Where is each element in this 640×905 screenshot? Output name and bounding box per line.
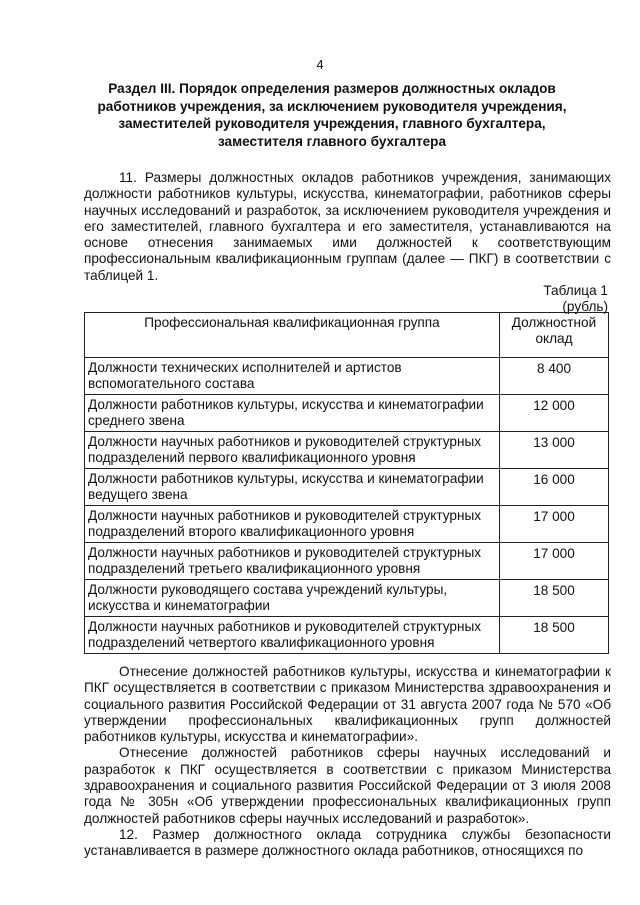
paragraph-science: Отнесение должностей работников сферы научных исследований и разработок к ПКГ осуществляется в соответствии с приказом Министерства здравоохранения и социального развития Российской Федерации от 3 июля 2008 года № 305н «Об утверждении профессиональных квалификационных групп должностей работников сферы научных исследований и разработок». [84,745,611,826]
row-group: Должности работников культуры, искусства и кинематографии ведущего звена [85,469,500,506]
table-header-row [85,313,609,358]
row-salary: 12 000 [500,395,609,432]
table-row [85,432,609,469]
row-salary: 18 500 [500,617,609,654]
paragraph-culture: Отнесение должностей работников культуры, искусства и кинематографии к ПКГ осуществляется в соответствии с приказом Министерства здравоохранения и социального развития Российской Федерации от 31 августа 2007 года № 570 «Об утверждении профессиональных квалификационных групп должностей работников культуры, искусства и кинематографии». [84,664,611,745]
row-salary: 8 400 [500,358,609,395]
row-salary: 13 000 [500,432,609,469]
table-row [85,469,609,506]
paragraph-11: 11. Размеры должностных окладов работников учреждения, занимающих должности работников культуры, искусства, кинематографии, работников сферы научных исследований и разработок, за исключением руководителя учреждения и его заместителей, главного бухгалтера и его заместителя, устанавливаются на основе отнесения занимаемых ими должностей к соответствующим профессиональным квалификационным группам (далее — ПКГ) в соответствии с таблицей 1. [84,170,611,283]
row-group: Должности научных работников и руководителей структурных подразделений первого квалификационного уровня [85,432,500,469]
row-salary: 17 000 [500,506,609,543]
page-number: 4 [316,57,324,72]
table-row [85,543,609,580]
row-salary: 17 000 [500,543,609,580]
paragraph-12: 12. Размер должностного оклада сотрудника службы безопасности устанавливается в размере должностного оклада работников, относящихся по [84,826,611,859]
header-salary: Должностной оклад [500,313,609,358]
table-row [85,395,609,432]
row-group: Должности технических исполнителей и артистов вспомогательного состава [85,358,500,395]
row-group: Должности научных работников и руководителей структурных подразделений третьего квалификационного уровня [85,543,500,580]
table-unit: (рубль) [562,299,608,314]
table-row [85,617,609,654]
body-text [84,664,611,860]
row-salary: 16 000 [500,469,609,506]
table-caption: Таблица 1 [543,283,608,298]
table-row [85,580,609,617]
row-group: Должности руководящего состава учреждений культуры, искусства и кинематографии [85,580,500,617]
section-heading: Раздел III. Порядок определения размеров должностных окладов работников учреждения, за исключением руководителя учреждения, заместителей руководителя учреждения, главного бухгалтера, заместителя главного бухгалтера [97,81,567,149]
table-row [85,506,609,543]
row-group: Должности работников культуры, искусства и кинематографии среднего звена [85,395,500,432]
row-group: Должности научных работников и руководителей структурных подразделений четвертого квалификационного уровня [85,617,500,654]
table-row [85,358,609,395]
row-group: Должности научных работников и руководителей структурных подразделений второго квалификационного уровня [85,506,500,543]
row-salary: 18 500 [500,580,609,617]
header-group: Профессиональная квалификационная группа [85,313,500,358]
salary-table [84,312,609,654]
